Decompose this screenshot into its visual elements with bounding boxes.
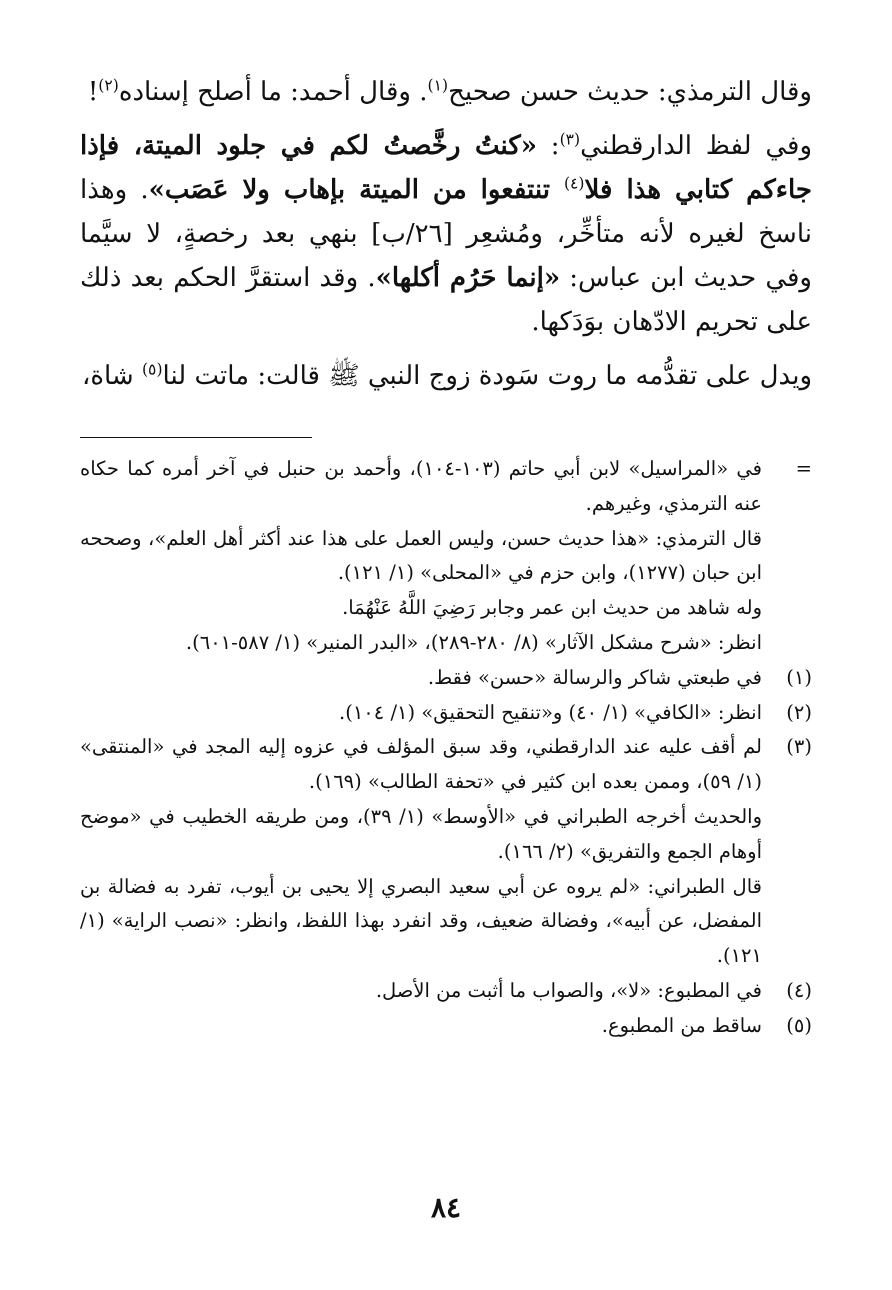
footnote-ref-3[interactable]: (٣): [559, 130, 581, 149]
footnote-number: (٣): [786, 735, 812, 759]
footnote-ref-5[interactable]: (٥): [141, 360, 163, 379]
footnote-ref-4[interactable]: (٤): [563, 174, 585, 193]
text-run: ويدل على تقدُّمه ما روت سَودة زوج النبي ﷺ قالت: ماتت لنا: [162, 361, 812, 391]
footnote-line: انظر: «شرح مشكل الآثار» (٨/ ٢٨٠-٢٨٩)، «البدر المنير» (١/ ٥٨٧-٦٠١).: [185, 630, 762, 654]
footnote-3: [80, 730, 812, 974]
hadith-quote-ibn-abbas: «إنما حَرُم أكلها»: [375, 263, 561, 293]
text-run: . وقال أحمد: ما أصلح إسناده: [118, 77, 428, 107]
text-run: وقال الترمذي: حديث حسن صحيح: [448, 77, 812, 107]
page-number: ٨٤: [430, 1191, 462, 1224]
footnote-ref-2[interactable]: (٢): [98, 76, 119, 95]
text-run: وفي لفظ الدارقطني: [580, 131, 813, 161]
footnote-number: (٤): [786, 978, 812, 1002]
footnote-text: ساقط من المطبوع.: [601, 1013, 762, 1037]
continuation-marker: =: [795, 457, 812, 480]
footnote-4: [80, 974, 812, 1009]
hadith-quote-cont: تنتفعوا من الميتة بإهاب ولا عَصَب»: [148, 175, 564, 205]
footnote-continuation: [80, 452, 812, 661]
hadith-quote: «كنتُ رخَّصتُ لكم في جلود الميتة، فإذا جاءكم كتابي هذا فلا: [80, 131, 812, 205]
footnote-number: (٥): [786, 1013, 812, 1037]
footnote-line: في «المراسيل» لابن أبي حاتم (١٠٣-١٠٤)، وأحمد بن حنبل في آخر أمره كما حكاه عنه الترمذي، وغيرهم.: [80, 457, 763, 515]
footnote-text: انظر: «الكافي» (١/ ٤٠) و«تنقيح التحقيق» (١/ ١٠٤).: [339, 700, 762, 724]
text-run: :: [536, 131, 560, 161]
text-run: . وقد استقرَّ الحكم بعد ذلك على تحريم الادّهان بوَدَكها.: [80, 263, 812, 337]
footnote-line: والحديث أخرجه الطبراني في «الأوسط» (١/ ٣٩)، ومن طريقه الخطيب في «موضح أوهام الجمع والتفريق» (٢/ ١٦٦).: [80, 804, 762, 863]
footnote-1: [80, 661, 812, 696]
paragraph-1: [80, 70, 812, 114]
footnote-5: [80, 1009, 812, 1044]
text-run: شاة،: [81, 361, 142, 391]
footnote-2: [80, 696, 812, 731]
text-run: !: [87, 77, 99, 107]
footnote-line: وله شاهد من حديث ابن عمر وجابر رَضِيَ اللَّهُ عَنْهُمَا.: [342, 596, 762, 620]
text-run: . وهذا ناسخ لغيره لأنه متأخِّر، ومُشعِر [٢٦/ب] بنهي بعد رخصةٍ، لا سيَّما وفي حديث ابن عباس:: [80, 175, 812, 293]
footnote-separator: [80, 437, 312, 438]
main-text: [80, 70, 812, 398]
footnote-text: في طبعتي شاكر والرسالة «حسن» فقط.: [427, 665, 762, 689]
footnote-line: قال الترمذي: «هذا حديث حسن، وليس العمل على هذا عند أكثر أهل العلم»، وصححه ابن حبان (١٢٧٧)، وابن حزم في «المحلى» (١/ ١٢١).: [80, 526, 762, 585]
footnote-line: قال الطبراني: «لم يروه عن أبي سعيد البصري إلا يحيى بن أيوب، تفرد به فضالة بن المفضل، عن أبيه»، وفضالة ضعيف، وقد انفرد بهذا اللفظ، وانظر: «نصب الراية» (١/ ١٢١).: [80, 874, 762, 968]
footnote-text: في المطبوع: «لا»، والصواب ما أثبت من الأصل.: [375, 978, 762, 1002]
footnote-ref-1[interactable]: (١): [427, 76, 449, 95]
footnote-number: (١): [786, 665, 812, 689]
paragraph-2: [80, 124, 812, 344]
footnote-number: (٢): [786, 700, 812, 724]
footnote-line: لم أقف عليه عند الدارقطني، وقد سبق المؤلف في عزوه إليه المجد في «المنتقى» (١/ ٥٩)، وممن بعده ابن كثير في «تحفة الطالب» (١٦٩).: [80, 735, 762, 794]
paragraph-3: [80, 354, 812, 398]
footnotes: [80, 452, 812, 1044]
